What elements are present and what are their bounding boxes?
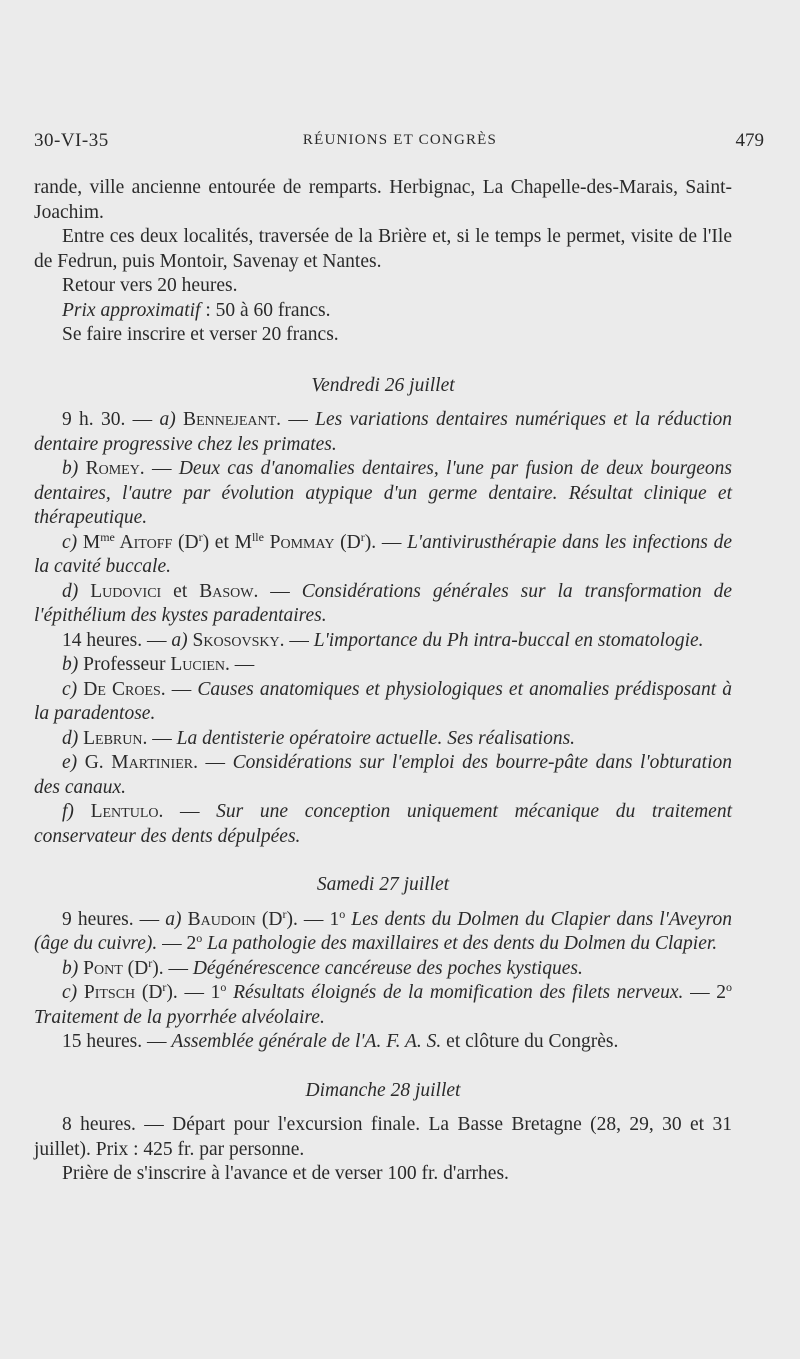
intro-price (34, 299, 732, 324)
running-title: RÉUNIONS ET CONGRÈS (302, 132, 498, 148)
friday-item-4: d) Ludovici et Basow. — Considérations générales sur la transformation de l'épithélium des kystes paradentaires. (34, 580, 732, 626)
saturday-item-2: b) Pont $(D^r)$. — Dégénérescence cancéreuse des poches kystiques. (62, 955, 583, 979)
saturday-item-3: c) Pitsch $(D^r)$. — 1$^o$ Résultats éloignés de la momification des filets nerveux. — 2$^o$ Traitement de la pyorrhée alvéolaire. (34, 980, 732, 1028)
friday-item-6: b) Professeur Lucien. — (62, 654, 255, 675)
sunday-item-2: Prière de s'inscrire à l'avance et de verser 100 fr. d'arrhes. (62, 1163, 509, 1184)
sunday-heading: Dimanche 28 juillet (305, 1079, 461, 1101)
page-number: 479 (735, 130, 764, 151)
price-value: : 50 à 60 francs. (200, 299, 331, 321)
friday-item-2: b) Romey. — Deux cas d'anomalies dentaires, l'une par fusion de deux bourgeons dentaires, l'autre par évolution atypique d'un germe dentaire. Résultat clinique et thérapeutique. (34, 458, 732, 528)
friday-item-10: f) Lentulo. — Sur une conception uniquement mécanique du traitement conservateur des dents dépulpées. (34, 801, 732, 847)
body-text (34, 176, 732, 1187)
page-header (34, 130, 766, 154)
friday-item-1: 9 h. 30. — a) Bennejeant. — Les variations dentaires numériques et la réduction dentaire progressive chez les primates. (34, 409, 732, 455)
saturday-item-4: 15 heures. — Assemblée générale de l'A. F. A. S. et clôture du Congrès. (62, 1031, 619, 1052)
friday-item-9: e) G. Martinier. — Considérations sur l'emploi des bourre-pâte dans l'obturation des canaux. (34, 752, 732, 798)
intro-registration: Se faire inscrire et verser 20 francs. (62, 324, 339, 345)
friday-item-7: c) De Croes. — Causes anatomiques et physiologiques et anomalies prédisposant à la paradentose. (34, 678, 732, 724)
friday-heading: Vendredi 26 juillet (311, 374, 455, 396)
header-date: 30-VI-35 (34, 130, 109, 151)
intro-paragraph-1: rande, ville ancienne entourée de remparts. Herbignac, La Chapelle-des-Marais, Saint-Joachim. (34, 177, 732, 223)
sunday-item-1: 8 heures. — Départ pour l'excursion finale. La Basse Bretagne (28, 29, 30 et 31 juillet). Prix : 425 fr. par personne. (34, 1114, 732, 1160)
friday-item-8: d) Lebrun. — La dentisterie opératoire actuelle. Ses réalisations. (62, 727, 576, 749)
saturday-item-1: 9 heures. — a) Baudoin $(D^r)$. — 1$^o$ Les dents du Dolmen du Clapier dans l'Aveyron (âge du cuivre). — 2$^o$ La pathologie des maxillaires et des dents du Dolmen du Clapier. (34, 906, 732, 954)
price-label: Prix approximatif (62, 299, 201, 321)
intro-return-time: Retour vers 20 heures. (62, 275, 238, 296)
friday-item-5: 14 heures. — a) Skosovsky. — L'importance du Ph intra-buccal en stomatologie. (62, 629, 704, 651)
intro-paragraph-2: Entre ces deux localités, traversée de la Brière et, si le temps le permet, visite de l'Ile de Fedrun, puis Montoir, Savenay et Nantes. (34, 226, 732, 272)
saturday-heading: Samedi 27 juillet (316, 874, 450, 895)
friday-item-3: c) $M^{me}$ Aitoff $(D^r)$ et $M^{lle}$ Pommay $(D^r)$. — L'antivirusthérapie dans les infections de la cavité buccale. (34, 529, 733, 577)
